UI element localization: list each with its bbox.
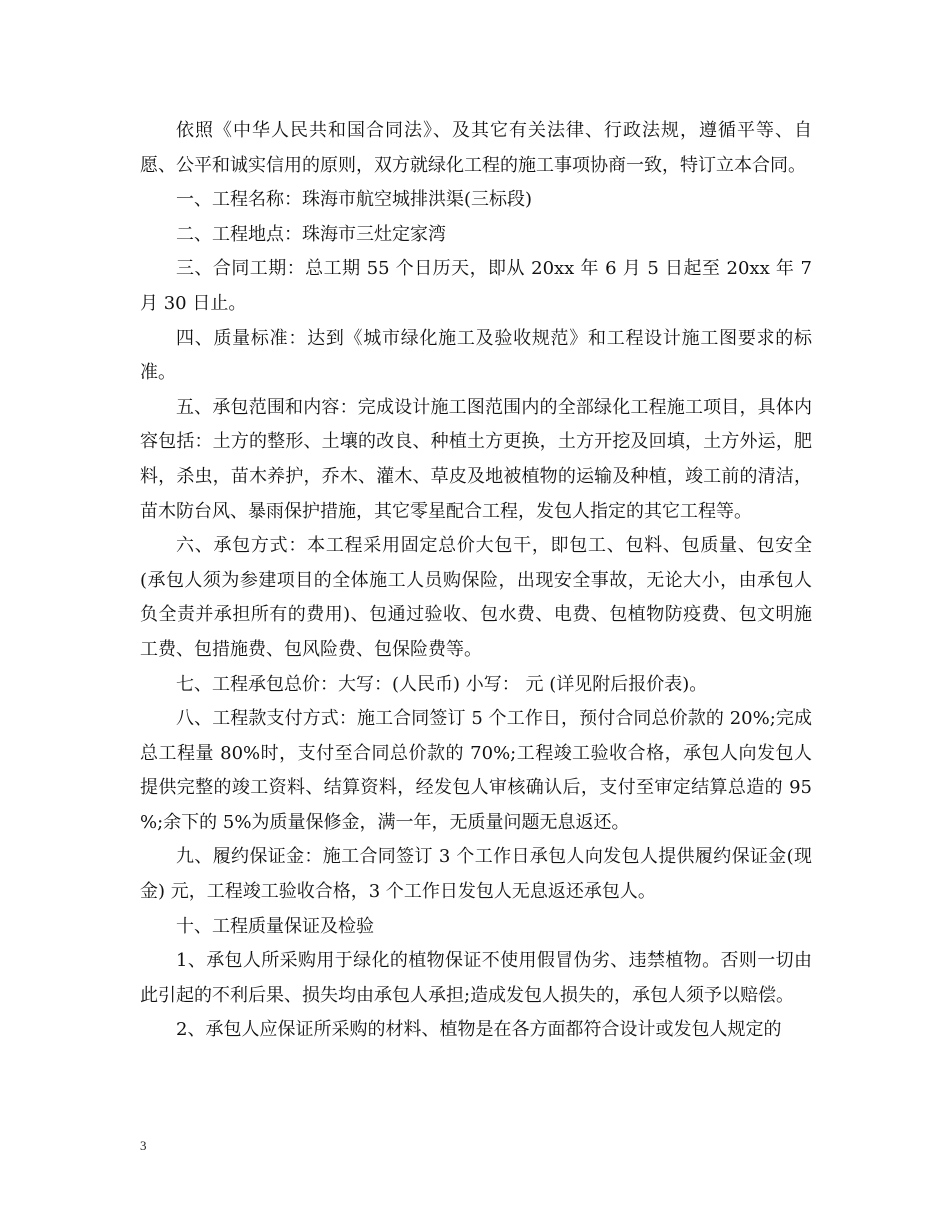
paragraph-quality-heading: 十、工程质量保证及检验 <box>176 915 374 937</box>
paragraph-quality-standard: 四、质量标准：达到《城市绿化施工及验收规范》和工程设计施工图要求的标准。 <box>140 327 812 384</box>
paragraph-project-name: 一、工程名称：珠海市航空城排洪渠(三标段) <box>176 189 533 211</box>
paragraph-contract-period: 三、合同工期：总工期 55 个日历天，即从 20xx 年 6 月 5 日起至 20xx 年 7 月 30 日止。 <box>140 258 812 314</box>
paragraph-quality-item-2: 2、承包人应保证所采购的材料、植物是在各方面都符合设计或发包人规定的 <box>176 1019 782 1041</box>
paragraph-performance-bond: 九、履约保证金：施工合同签订 3 个工作日承包人向发包人提供履约保证金(现金) 元，工程竣工验收合格，3 个工作日发包人无息返还承包人。 <box>140 846 812 903</box>
paragraph-payment-terms: 八、工程款支付方式：施工合同签订 5 个工作日，预付合同总价款的 20%;完成总工程量 80%时，支付至合同总价款的 70%;工程竣工验收合格，承包人向发包人提供完整的竣工资料、结算资料，经发包人审核确认后，支付至审定结算总造的 95 %;余下的 5%为质量保修金，满一年，无质量问题无息返还。 <box>140 708 812 833</box>
paragraph-total-price: 七、工程承包总价：大写：(人民币) 小写： 元 (详见附后报价表)。 <box>176 673 708 695</box>
paragraph-scope: 五、承包范围和内容：完成设计施工图范围内的全部绿化工程施工项目，具体内容包括：土方的整形、土壤的改良、种植土方更换，土方开挖及回填，土方外运，肥料，杀虫，苗木养护，乔木、灌木、草皮及地被植物的运输及种植，竣工前的清洁，苗木防台风、暴雨保护措施，其它零星配合工程，发包人指定的其它工程等。 <box>140 396 812 522</box>
paragraph-contract-method: 六、承包方式：本工程采用固定总价大包干，即包工、包料、包质量、包安全(承包人须为参建项目的全体施工人员购保险，出现安全事故，无论大小，由承包人负全责并承担所有的费用)、包通过验收、包水费、电费、包植物防疫费、包文明施工费、包措施费、包风险费、包保险费等。 <box>140 535 812 660</box>
paragraph-project-location: 二、工程地点：珠海市三灶定家湾 <box>176 223 446 245</box>
document-body <box>140 114 812 1048</box>
page-number: 3 <box>140 1138 147 1153</box>
paragraph-preamble: 依照《中华人民共和国合同法》、及其它有关法律、行政法规，遵循平等、自愿、公平和诚实信用的原则，双方就绿化工程的施工事项协商一致，特订立本合同。 <box>140 120 812 176</box>
paragraph-quality-item-1: 1、承包人所采购用于绿化的植物保证不使用假冒伪劣、违禁植物。否则一切由此引起的不利后果、损失均由承包人承担;造成发包人损失的，承包人须予以赔偿。 <box>140 950 812 1006</box>
